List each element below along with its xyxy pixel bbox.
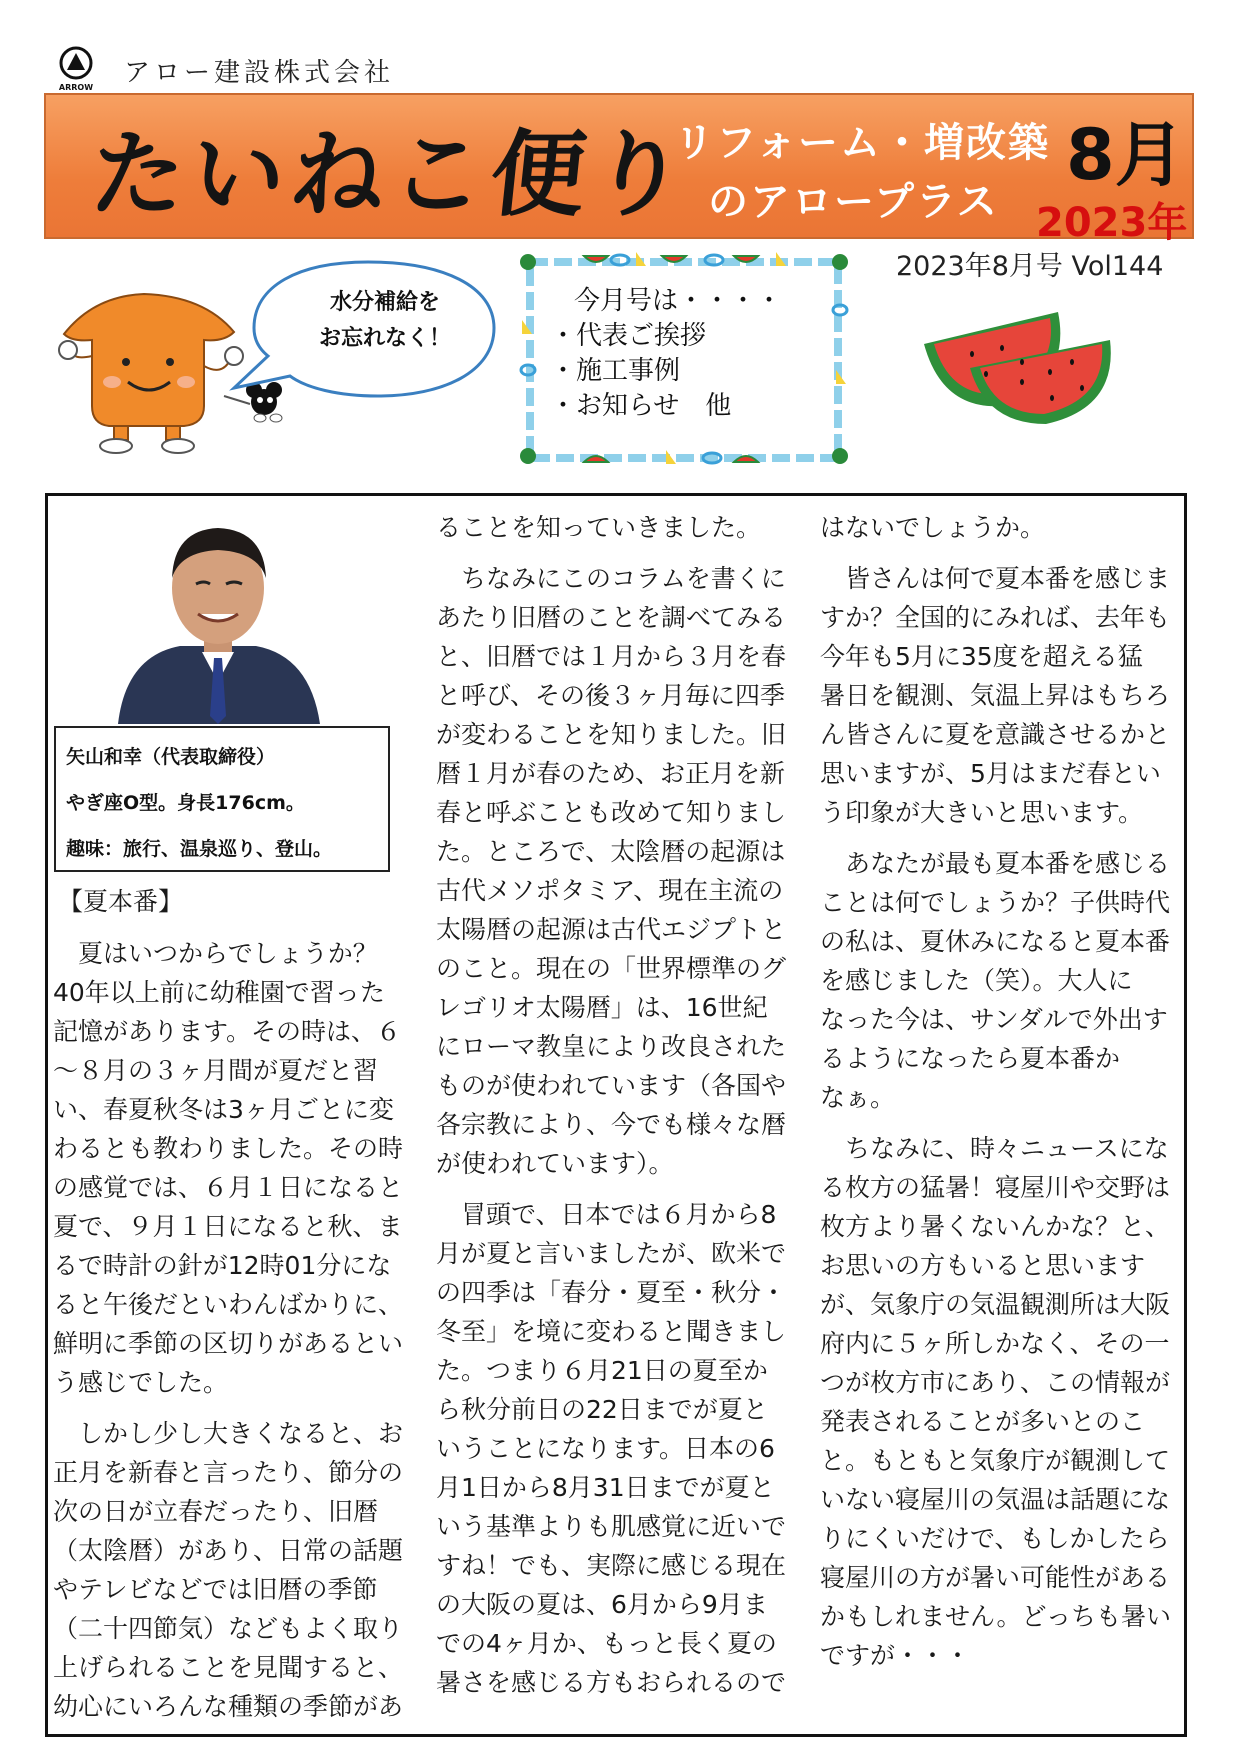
article-line: あたり旧暦のことを調べてみる [436, 603, 787, 632]
table-of-contents [550, 284, 782, 424]
article-line: が使われています）。 [436, 1149, 674, 1178]
banner-year: 2023年 [1036, 200, 1188, 246]
article-line: が変わることを知りました。旧 [436, 720, 787, 749]
issue-number: 2023年8月号 Vol144 [896, 251, 1164, 282]
article-line: 発表されることが多いとのこ [820, 1407, 1146, 1436]
article-line: るようになったら夏本番か [820, 1044, 1121, 1073]
article-line: 春と呼ぶことも改めて知りまし [436, 798, 787, 827]
article-line: ですが・・・ [820, 1641, 971, 1670]
article-paragraph [820, 508, 1171, 547]
article-paragraph [820, 559, 1171, 832]
contents-line: ・お知らせ 他 [550, 391, 732, 421]
article-line: ものが使われています（各国や [436, 1071, 787, 1100]
article-line: お思いの方もいると思います [820, 1251, 1146, 1280]
article-line: 冬至」を境に変わると聞きまし [436, 1317, 787, 1346]
profile-name: 矢山和幸（代表取締役） [66, 746, 276, 768]
contents-line: 今月号は・・・・ [574, 286, 783, 316]
paragraph-gap [820, 1117, 1171, 1129]
article-paragraph [820, 844, 1171, 1117]
article-paragraph [53, 1414, 403, 1726]
paragraph-gap [53, 1402, 403, 1414]
speech-bubble-line: 水分補給を [329, 290, 440, 315]
article-line: 暑さを感じる方もおられるので [436, 1668, 787, 1697]
paragraph-gap [820, 832, 1171, 844]
article-line: にローマ教皇により改良された [436, 1032, 787, 1061]
article-line: ると午後だといわんばかりに、 [53, 1290, 404, 1319]
article-line: りにくいだけで、もしかしたら [820, 1524, 1170, 1553]
article-line: 幼心にいろんな種類の季節があ [53, 1692, 404, 1721]
article-line: た。ところで、太陰暦の起源は [436, 837, 786, 866]
article-line: 今年も5月に35度を超える猛 [820, 642, 1143, 671]
article-line: 枚方より暑くないんかな？と、 [820, 1212, 1171, 1241]
article-column-2 [436, 508, 786, 1702]
article-line: やテレビなどでは旧暦の季節 [53, 1575, 378, 1604]
article-paragraph [436, 1195, 786, 1702]
article-line: 冒頭で、日本では６月から8 [436, 1200, 777, 1229]
article-line: わるとも教わりました。その時 [53, 1134, 404, 1163]
speech-bubble-text [305, 285, 465, 357]
paragraph-gap [436, 1183, 786, 1195]
article-line: 月が夏と言いましたが、欧米で [436, 1239, 787, 1268]
article-line: 月1日から8月31日までが夏と [436, 1473, 775, 1502]
article-line: の大阪の夏は、6月から9月ま [436, 1590, 768, 1619]
article-heading: 【夏本番】 [58, 887, 184, 916]
speech-bubble-line: お忘れなく！ [318, 326, 451, 351]
article-line: 各宗教により、今でも様々な暦 [436, 1110, 787, 1139]
article-line: ることを知っていきました。 [436, 513, 762, 542]
article-line: ん皆さんに夏を意識させるかと [820, 720, 1171, 749]
article-line: かもしれません。どっちも暑い [820, 1602, 1172, 1631]
article-line: ちなみにこのコラムを書くに [436, 564, 786, 593]
article-line: を感じました（笑）。大人に [820, 966, 1133, 995]
contents-line: ・代表ご挨拶 [550, 321, 707, 351]
article-line: るで時計の針が12時01分にな [53, 1251, 392, 1280]
article-line: いない寝屋川の気温は話題にな [820, 1485, 1171, 1514]
article-line: の四季は「春分・夏至・秋分・ [436, 1278, 787, 1307]
article-line: 思いますが、5月はまだ春とい [820, 759, 1161, 788]
article-line: 夏はいつからでしょうか？ [53, 939, 378, 968]
article-line: での4ヶ月か、もっと長く夏の [436, 1629, 777, 1658]
article-line: 夏で、９月１日になると秋、ま [53, 1212, 403, 1241]
article-column-1 [53, 934, 403, 1726]
article-line: 記憶があります。その時は、６ [53, 1017, 402, 1046]
profile-box [54, 726, 390, 872]
arrow-logo-icon [56, 46, 96, 92]
article-line: ちなみに、時々ニュースにな [820, 1134, 1169, 1163]
article-line: あなたが最も夏本番を感じる [820, 849, 1171, 878]
article-line: はないでしょうか。 [820, 513, 1046, 542]
article-line: 上げられることを見聞すると、 [53, 1653, 404, 1682]
article-line: の感覚では、６月１日になると [53, 1173, 404, 1202]
article-line: う印象が大きいと思います。 [820, 798, 1144, 827]
article-line: た。つまり６月21日の夏至か [436, 1356, 768, 1385]
article-line: なぁ。 [820, 1083, 896, 1112]
article-column-3 [820, 508, 1171, 1675]
article-paragraph [436, 559, 786, 1183]
article-line: 次の日が立春だったり、旧暦 [53, 1497, 379, 1526]
president-portrait-photo [110, 506, 326, 724]
article-line: しかし少し大きくなると、お [53, 1419, 404, 1448]
logo-text: ARROW [58, 83, 94, 92]
banner-month: 8月 [1066, 114, 1185, 196]
article-line: が、気象庁の気温観測所は大阪 [820, 1290, 1171, 1319]
newsletter-banner [44, 93, 1194, 246]
article-line: のこと。現在の「世界標準のグ [436, 954, 787, 983]
article-line: ～８月の３ヶ月間が夏だと習 [53, 1056, 379, 1085]
article-paragraph [53, 934, 403, 1402]
article-line: 古代メソポタミア、現在主流の [436, 876, 784, 905]
company-name: アロー建設株式会社 [124, 58, 395, 88]
article-line: と呼び、その後３ヶ月毎に四季 [436, 681, 786, 710]
article-line: と、旧暦では１月から３月を春 [436, 642, 787, 671]
paragraph-gap [820, 547, 1171, 559]
article-line: ことは何でしょうか？子供時代 [820, 888, 1171, 917]
article-line: なった今は、サンダルで外出す [820, 1005, 1168, 1034]
article-line: （二十四節気）などもよく取り [53, 1614, 404, 1643]
article-line: う感じでした。 [53, 1368, 229, 1397]
profile-hobbies: 趣味：旅行、温泉巡り、登山。 [66, 838, 333, 860]
article-line: の私は、夏休みになると夏本番 [820, 927, 1171, 956]
article-line: と。もともと気象庁が観測して [820, 1446, 1171, 1475]
article-line: いうことになります。日本の6 [436, 1434, 775, 1463]
article-line: すね！でも、実際に感じる現在 [436, 1551, 787, 1580]
article-line: （太陰暦）があり、日常の話題 [53, 1536, 404, 1565]
article-line: 太陽暦の起源は古代エジプトと [436, 915, 787, 944]
profile-details: やぎ座O型。身長176cm。 [66, 792, 305, 814]
article-line: 鮮明に季節の区切りがあるとい [53, 1329, 404, 1358]
article-line: レゴリオ太陽暦」は、16世紀 [436, 993, 768, 1022]
article-paragraph [436, 508, 786, 547]
newsletter-title: たいねこ便り [85, 120, 697, 230]
article-line: 府内に５ヶ所しかなく、その一 [820, 1329, 1170, 1358]
watermelon-illustration [922, 310, 1112, 428]
article-line: ら秋分前日の22日までが夏と [436, 1395, 768, 1424]
article-line: 40年以上前に幼稚園で習った [53, 978, 385, 1007]
article-line: いう基準よりも肌感覚に近いで [436, 1512, 787, 1541]
article-line: 暑日を観測、気温上昇はもちろ [820, 681, 1171, 710]
article-paragraph [820, 1129, 1171, 1675]
article-line: 正月を新春と言ったり、節分の [53, 1458, 404, 1487]
article-line: い、春夏秋冬は3ヶ月ごとに変 [53, 1095, 394, 1124]
article-line: 皆さんは何で夏本番を感じま [820, 564, 1171, 593]
contents-line: ・施工事例 [550, 356, 681, 386]
paragraph-gap [436, 547, 786, 559]
article-line: る枚方の猛暑！寝屋川や交野は [820, 1173, 1171, 1202]
article-line: 寝屋川の方が暑い可能性がある [820, 1563, 1171, 1592]
article-line: すか？全国的にみれば、去年も [820, 603, 1171, 632]
article-line: 暦１月が春のため、お正月を新 [436, 759, 786, 788]
banner-subtitle-1: リフォーム・増改築 [674, 120, 1050, 166]
article-line: つが枚方市にあり、この情報が [820, 1368, 1171, 1397]
banner-subtitle-2: のアロープラス [708, 179, 999, 225]
